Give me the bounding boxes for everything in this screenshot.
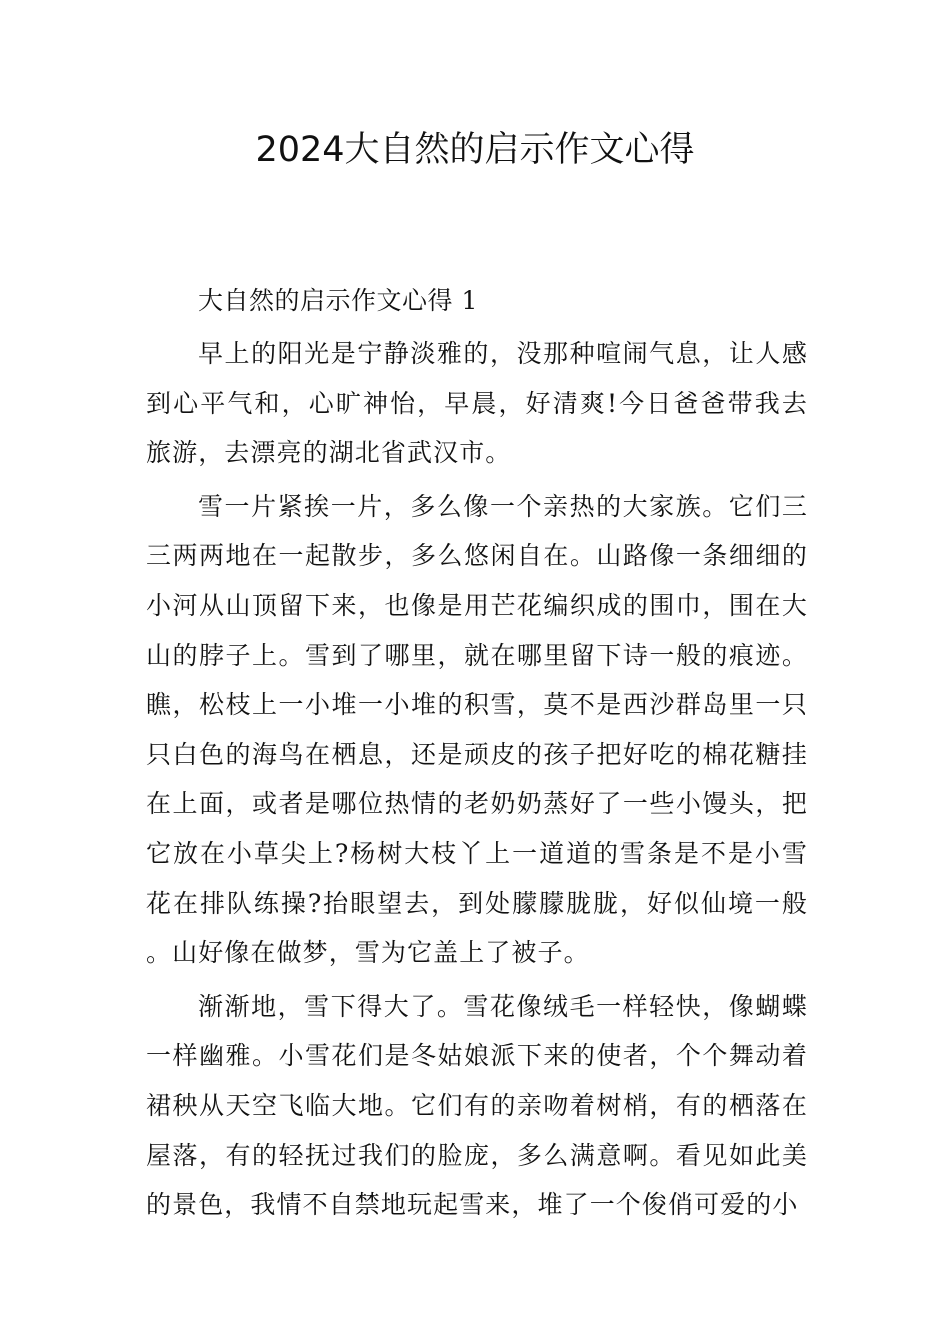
document-title: 2024大自然的启示作文心得	[255, 130, 695, 170]
section-heading: 大自然的启示作文心得 1	[198, 286, 478, 315]
document-body	[146, 276, 808, 1234]
paragraph-1: 早上的阳光是宁静淡雅的，没那种喧闹气息，让人感到心平气和，心旷神怡，早晨，好清爽!今日爸爸带我去旅游，去漂亮的湖北省武汉市。	[146, 339, 808, 468]
paragraph-3: 渐渐地，雪下得大了。雪花像绒毛一样轻快，像蝴蝶一样幽雅。小雪花们是冬姑娘派下来的使者，个个舞动着裙秧从天空飞临大地。它们有的亲吻着树梢，有的栖落在屋落，有的轻抚过我们的脸庞，多么满意啊。看见如此美的景色，我情不自禁地玩起雪来，堆了一个俊俏可爱的小	[146, 991, 808, 1220]
paragraph-2: 雪一片紧挨一片，多么像一个亲热的大家族。它们三三两两地在一起散步，多么悠闲自在。山路像一条细细的小河从山顶留下来，也像是用芒花编织成的围巾，围在大山的脖子上。雪到了哪里，就在哪里留下诗一般的痕迹。瞧，松枝上一小堆一小堆的积雪，莫不是西沙群岛里一只只白色的海鸟在栖息，还是顽皮的孩子把好吃的棉花糖挂在上面，或者是哪位热情的老奶奶蒸好了一些小馒头，把它放在小草尖上?杨树大枝丫上一道道的雪条是不是小雪花在排队练操?抬眼望去，到处朦朦胧胧，好似仙境一般。山好像在做梦，雪为它盖上了被子。	[146, 491, 808, 968]
